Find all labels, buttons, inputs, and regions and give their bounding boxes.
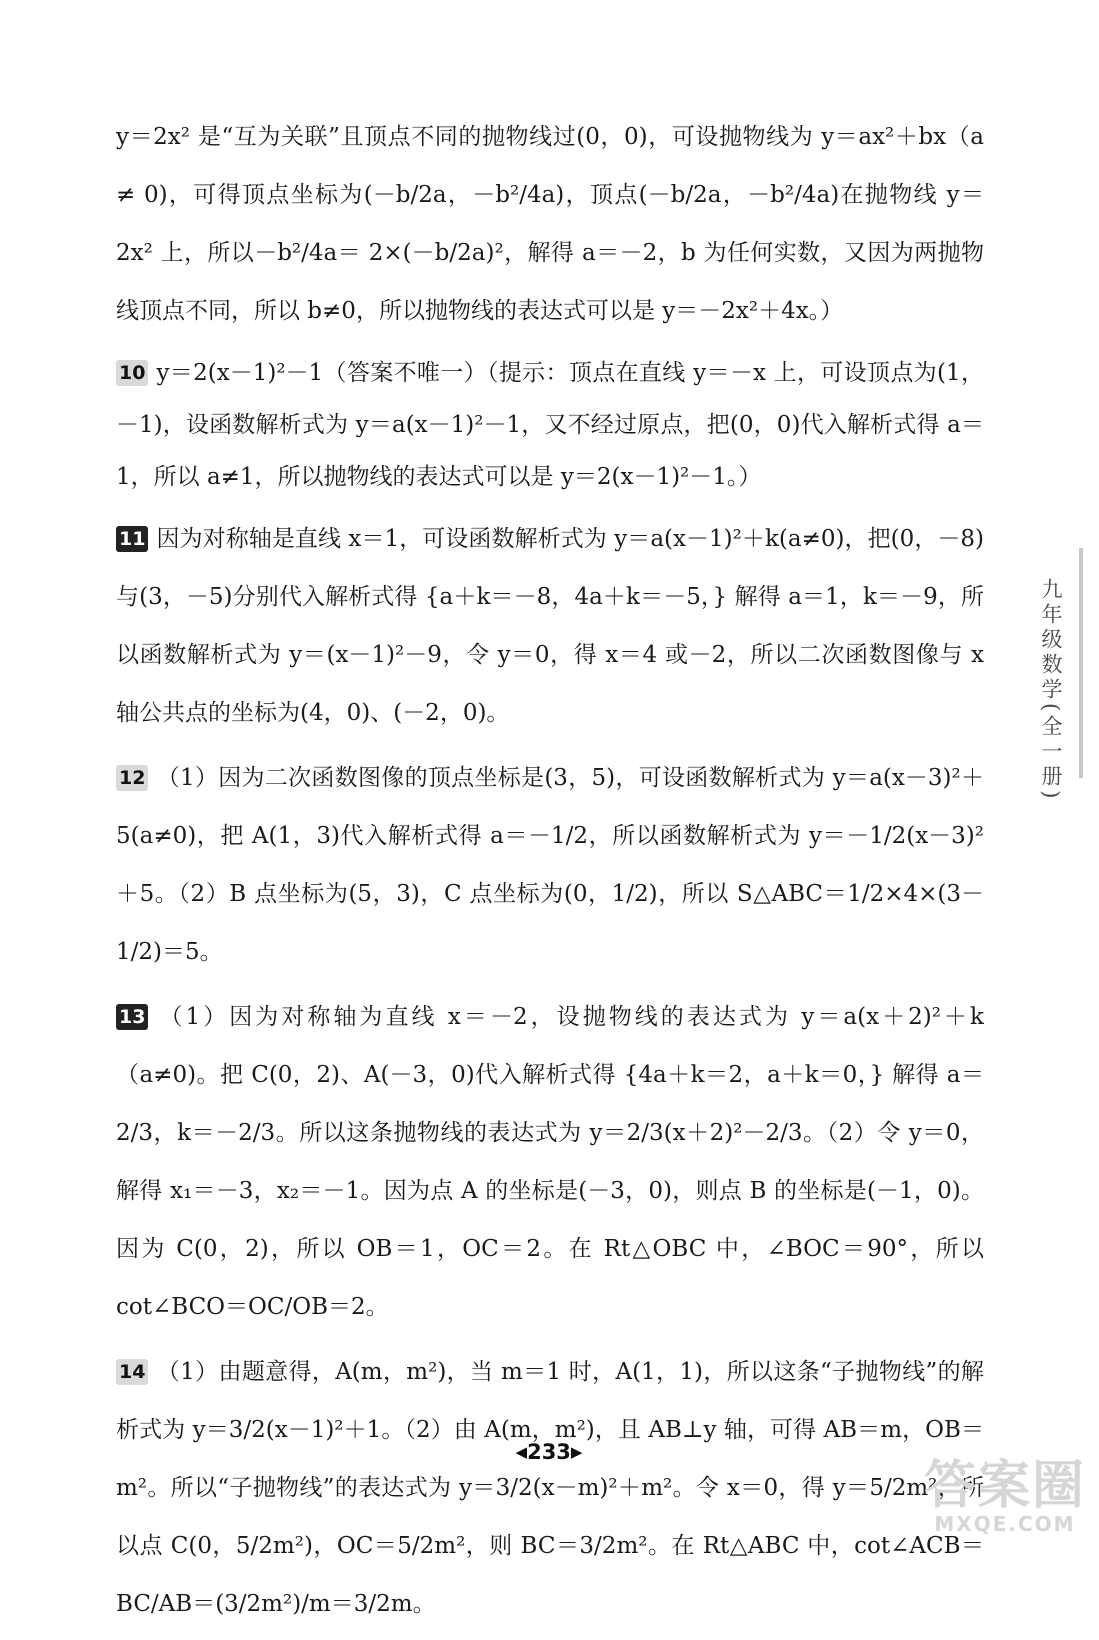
question-number-badge: 13 [116,1004,148,1030]
answer-11 [116,510,984,742]
answer-13 [116,988,984,1336]
answer-text: （1）因为二次函数图像的顶点坐标是(3，5)，可设函数解析式为 y＝a(x－3)²＋5(a≠0)，把 A(1，3)代入解析式得 a＝－1/2，所以函数解析式为 y＝－1/2(x－3)²＋5。（2）B 点坐标为(5，3)，C 点坐标为(0，1/2)，所以 S△ABC＝1/2×4×(3－1/2)＝5。 [116,765,984,965]
watermark-logo: 答案圈 [923,1456,1086,1516]
question-number-badge: 14 [116,1359,148,1385]
answer-9-continuation [116,108,984,340]
answer-10 [116,347,984,503]
sidebar-book-title: 九年级数学(全一册) [1039,578,1063,803]
answer-text: y＝2(x－1)²－1（答案不唯一）（提示：顶点在直线 y＝－x 上，可设顶点为(1，－1)，设函数解析式为 y＝a(x－1)²－1，又不经过原点，把(0，0)代入解析式得 a＝1，所以 a≠1，所以抛物线的表达式可以是 y＝2(x－1)²－1。） [116,360,984,490]
page-number-value: 233 [527,1440,571,1464]
watermark-url: MXQE.COM [934,1512,1076,1536]
question-number-badge: 10 [116,360,148,386]
left-arrow-icon: ◀ [515,1443,528,1461]
page-number [494,1440,604,1464]
answer-text: （1）因为对称轴为直线 x＝－2，设抛物线的表达式为 y＝a(x＋2)²＋k（a≠0)。把 C(0，2)、A(－3，0)代入解析式得 {4a＋k＝2，a＋k＝0，} 解得 a＝2/3，k＝－2/3。所以这条抛物线的表达式为 y＝2/3(x＋2)²－2/3。（2）令 y＝0，解得 x₁＝－3，x₂＝－1。因为点 A 的坐标是(－3，0)，则点 B 的坐标是(－1，0)。因为 C(0，2)，所以 OB＝1，OC＝2。在 Rt△OBC 中，∠BOC＝90°，所以 cot∠BCO＝OC/OB＝2。 [116,1004,984,1320]
answer-content [116,108,984,1640]
sidebar-divider [1079,548,1083,778]
answer-text: y＝2x² 是“互为关联”且顶点不同的抛物线过(0，0)，可设抛物线为 y＝ax²＋bx（a ≠ 0)，可得顶点坐标为(－b/2a，－b²/4a)，顶点(－b/2a，－b²/4a)在抛物线 y＝2x² 上，所以－b²/4a＝ 2×(－b/2a)²，解得 a＝－2，b 为任何实数，又因为两抛物线顶点不同，所以 b≠0，所以抛物线的表达式可以是 y＝－2x²＋4x。） [116,124,984,324]
answer-12 [116,749,984,981]
answer-text: 因为对称轴是直线 x＝1，可设函数解析式为 y＝a(x－1)²＋k(a≠0)，把(0，－8)与(3，－5)分别代入解析式得 {a＋k＝－8，4a＋k＝－5，} 解得 a＝1，k＝－9，所以函数解析式为 y＝(x－1)²－9，令 y＝0，得 x＝4 或－2，所以二次函数图像与 x 轴公共点的坐标为(4，0)、(－2，0)。 [116,526,984,726]
answer-text: （1）由题意得，A(m，m²)，当 m＝1 时，A(1，1)，所以这条“子抛物线”的解析式为 y＝3/2(x－1)²＋1。（2）由 A(m，m²)，且 AB⊥y 轴，可得 AB＝m，OB＝m²。所以“子抛物线”的表达式为 y＝3/2(x－m)²＋m²。令 x＝0，得 y＝5/2m²，所以点 C(0，5/2m²)，OC＝5/2m²，则 BC＝3/2m²。在 Rt△ABC 中，cot∠ACB＝BC/AB＝(3/2m²)/m＝3/2m。 [116,1359,984,1617]
watermark [920,1456,1090,1536]
question-number-badge: 11 [116,526,148,552]
question-number-badge: 12 [116,765,148,791]
right-arrow-icon: ▶ [570,1443,583,1461]
answer-14 [116,1343,984,1633]
